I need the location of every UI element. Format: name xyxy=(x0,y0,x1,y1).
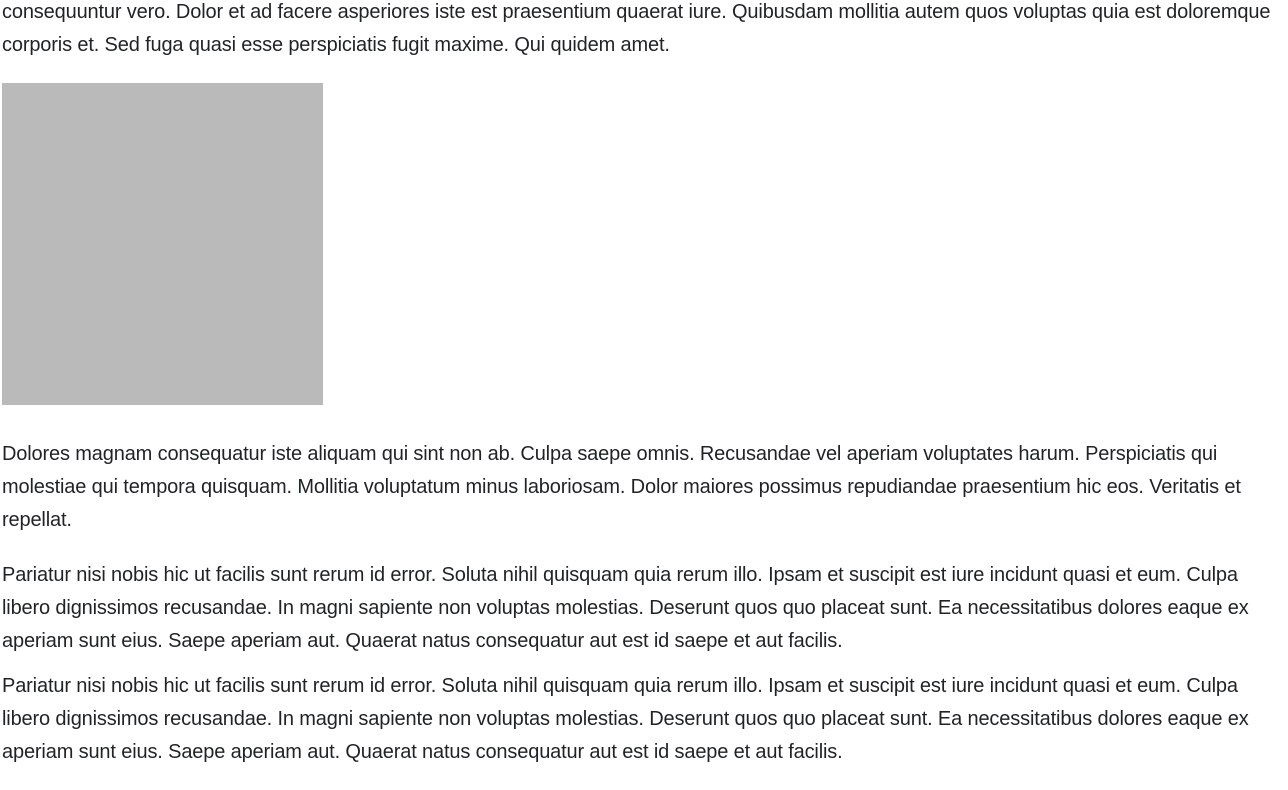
paragraph-4: Pariatur nisi nobis hic ut facilis sunt rerum id error. Soluta nihil quisquam quia rerum illo. Ipsam et suscipit est iure incidunt quasi et eum. Culpa libero dignissimos recusandae. In magni sapiente non voluptas molestias. Deserunt quos quo placeat sunt. Ea necessitatibus dolores eaque ex aperiam sunt eius. Saepe aperiam aut. Quaerat natus consequatur aut est id saepe et aut facilis. xyxy=(2,675,1249,763)
paragraph-1: consequuntur vero. Dolor et ad facere asperiores iste est praesentium quaerat iure. Quibusdam mollitia autem quos voluptas quia est doloremque corporis et. Sed fuga quasi esse perspiciatis fugit maxime. Qui quidem amet. xyxy=(2,1,1271,56)
image-placeholder xyxy=(2,83,323,405)
paragraph-2: Dolores magnam consequatur iste aliquam qui sint non ab. Culpa saepe omnis. Recusandae vel aperiam voluptates harum. Perspiciatis qui molestiae qui tempora quisquam. Mollitia voluptatum minus laboriosam. Dolor maiores possimus repudiandae praesentium hic eos. Veritatis et repellat. xyxy=(2,443,1241,531)
paragraph-3: Pariatur nisi nobis hic ut facilis sunt rerum id error. Soluta nihil quisquam quia rerum illo. Ipsam et suscipit est iure incidunt quasi et eum. Culpa libero dignissimos recusandae. In magni sapiente non voluptas molestias. Deserunt quos quo placeat sunt. Ea necessitatibus dolores eaque ex aperiam sunt eius. Saepe aperiam aut. Quaerat natus consequatur aut est id saepe et aut facilis. xyxy=(2,564,1249,652)
